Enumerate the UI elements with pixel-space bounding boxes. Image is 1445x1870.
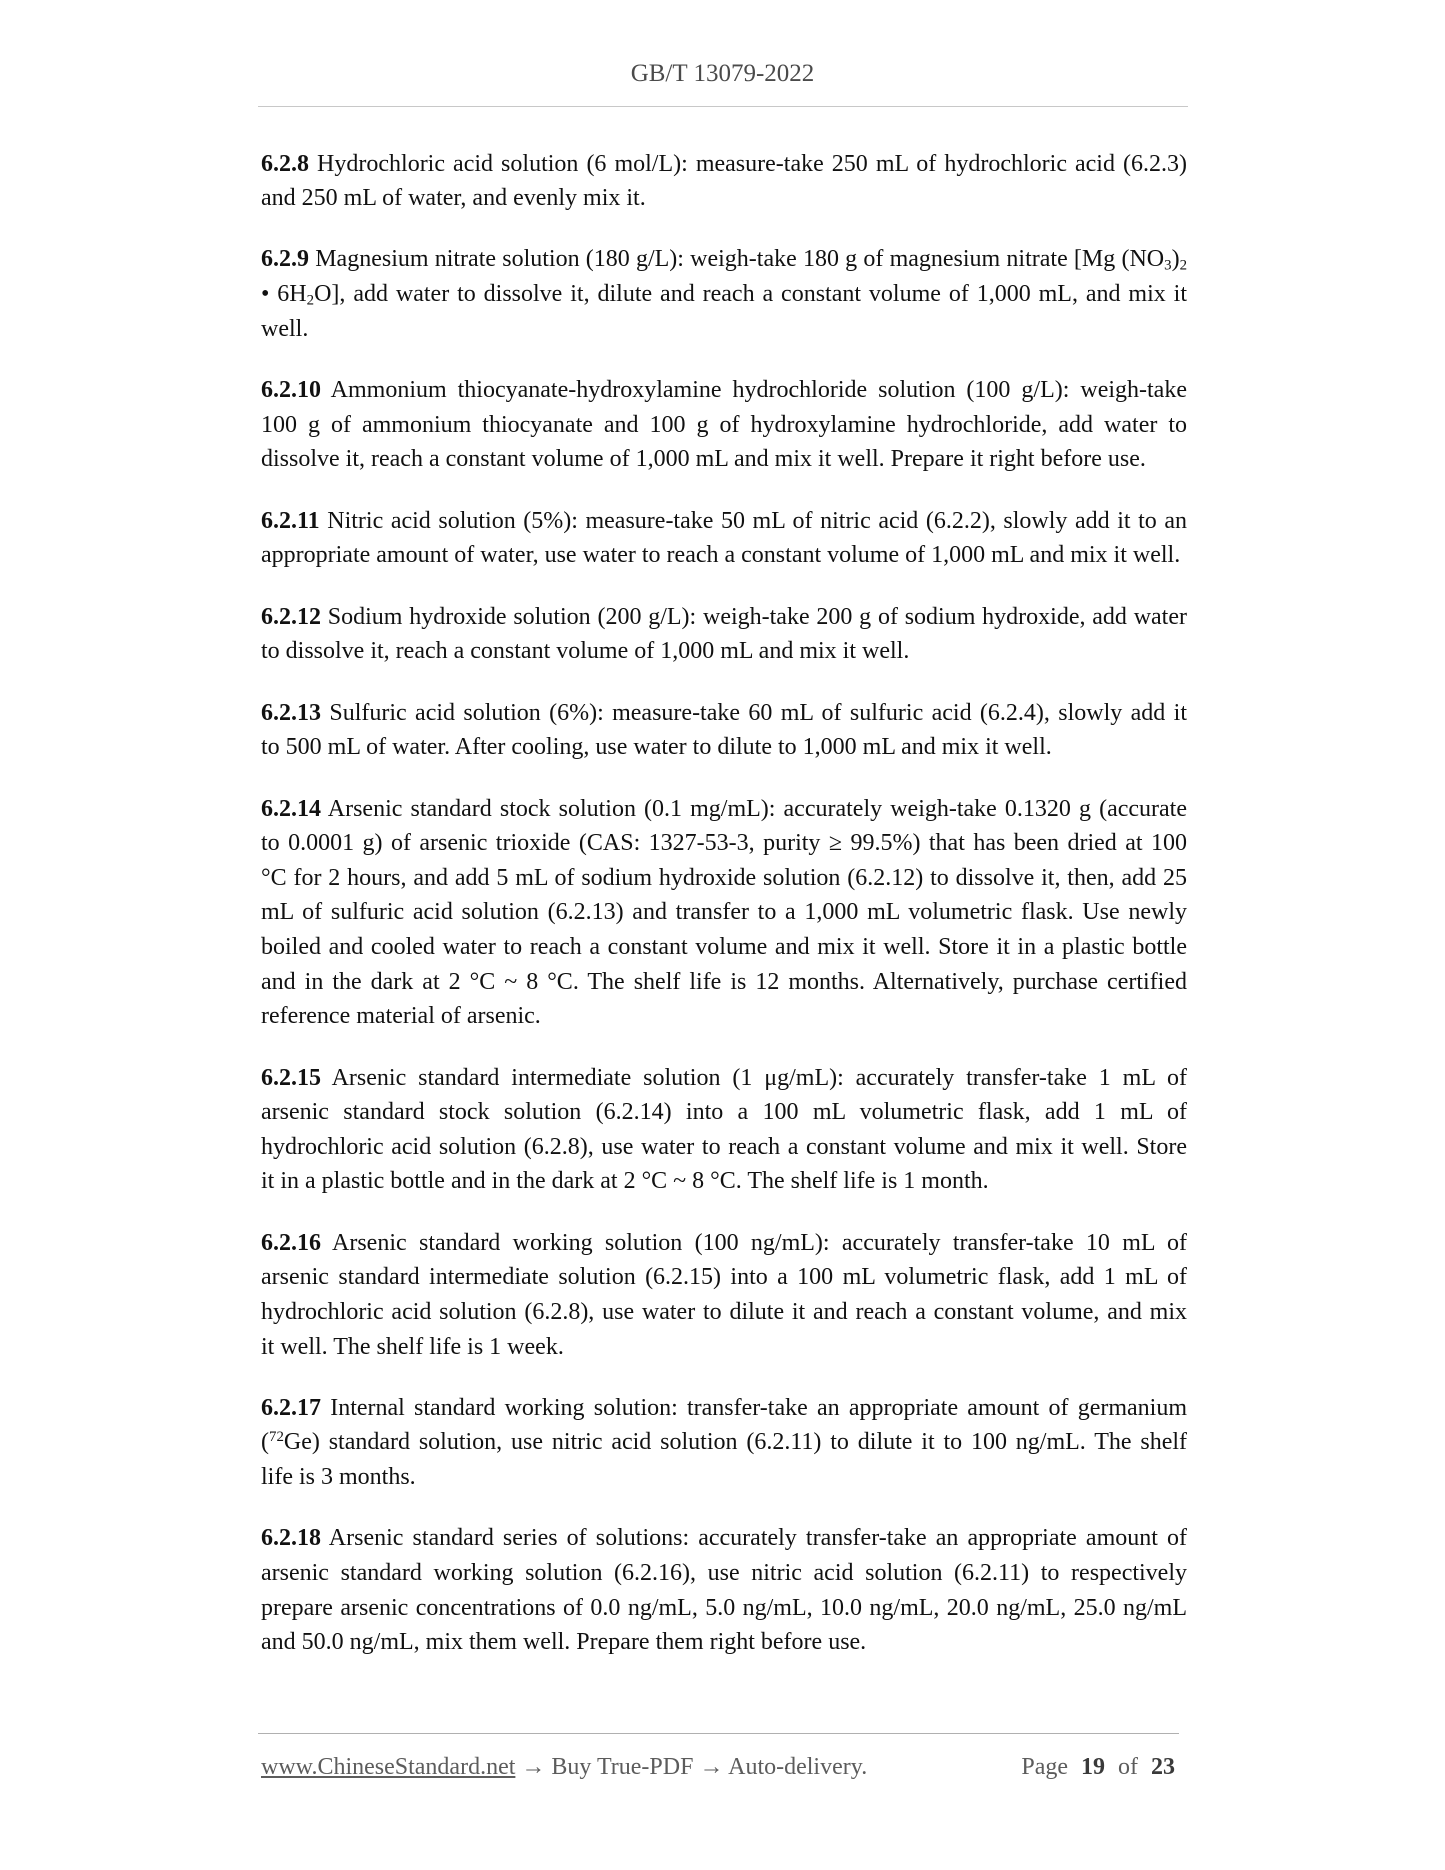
text-line — [261, 1521, 1187, 1556]
footer-promo — [261, 1752, 867, 1782]
text-line: and in the dark at 2 °C ~ 8 °C. The shelf life is 12 months. Alternatively, purchase certified — [261, 968, 1187, 995]
line-text: Ge) standard solution, use nitric acid solution (6.2.11) to dilute it to 100 ng/mL. The shelf — [283, 1429, 1187, 1456]
line-text: ) — [1171, 246, 1180, 273]
chinesestandard-link[interactable]: www.ChineseStandard.net — [261, 1754, 516, 1780]
text-line: mL of sulfuric acid solution (6.2.13) and transfer to a 1,000 mL volumetric flask. Use newly — [261, 899, 1187, 926]
text-line: appropriate amount of water, use water to reach a constant volume of 1,000 mL and mix it well. — [261, 542, 1181, 569]
clause-number: 6.2.13 — [261, 699, 321, 726]
clause-6-2-15 — [261, 1061, 1187, 1199]
line-text: Sodium hydroxide solution (200 g/L): weigh-take 200 g of sodium hydroxide, add water — [327, 603, 1187, 630]
text-line: and 250 mL of water, and evenly mix it. — [261, 185, 646, 212]
clause-number: 6.2.8 — [261, 150, 309, 177]
text-line: and 50.0 ng/mL, mix them well. Prepare them right before use. — [261, 1629, 867, 1656]
clause-6-2-17 — [261, 1391, 1187, 1495]
line-text: ( — [261, 1429, 269, 1456]
line-text: Sulfuric acid solution (6%): measure-take 60 mL of sulfuric acid (6.2.4), slowly add it — [329, 699, 1188, 726]
text-line — [261, 1425, 1187, 1460]
text-line — [261, 696, 1187, 731]
clause-6-2-10 — [261, 373, 1187, 477]
text-line: well. — [261, 315, 309, 342]
text-line: °C for 2 hours, and add 5 mL of sodium hydroxide solution (6.2.12) to dissolve it, then, add 25 — [261, 864, 1187, 891]
text-line: to dissolve it, reach a constant volume of 1,000 mL and mix it well. — [261, 638, 910, 665]
text-line — [261, 1226, 1187, 1261]
line-text: • 6H — [261, 281, 307, 308]
text-line — [261, 147, 1187, 182]
page-label: Page — [1021, 1754, 1068, 1780]
clause-number: 6.2.14 — [261, 795, 321, 822]
line-text: Arsenic standard working solution (100 ng/mL): accurately transfer-take 10 mL of — [332, 1229, 1188, 1256]
superscript: 72 — [269, 1429, 284, 1446]
line-text: Arsenic standard stock solution (0.1 mg/mL): accurately weigh-take 0.1320 g (accurate — [327, 795, 1187, 822]
text-line — [261, 1391, 1187, 1426]
text-line: to 0.0001 g) of arsenic trioxide (CAS: 1327-53-3, purity ≥ 99.5%) that has been dried at 100 — [261, 830, 1187, 857]
text-line: arsenic standard stock solution (6.2.14) into a 100 mL volumetric flask, add 1 mL of — [261, 1099, 1187, 1126]
text-line: arsenic standard intermediate solution (6.2.15) into a 100 mL volumetric flask, add 1 mL of — [261, 1264, 1187, 1291]
text-line — [261, 242, 1187, 277]
line-text: Ammonium thiocyanate-hydroxylamine hydrochloride solution (100 g/L): weigh-take — [330, 377, 1187, 404]
page-body — [261, 147, 1187, 1687]
text-line: life is 3 months. — [261, 1464, 416, 1491]
text-line — [261, 373, 1187, 408]
text-line: hydrochloric acid solution (6.2.8), use water to reach a constant volume and mix it well. Store — [261, 1133, 1187, 1160]
text-line — [261, 1061, 1187, 1096]
line-text: Magnesium nitrate solution (180 g/L): weigh-take 180 g of magnesium nitrate [Mg (NO — [315, 246, 1165, 273]
page-of-label: of — [1118, 1754, 1138, 1780]
subscript: 3 — [1164, 257, 1172, 274]
text-line: reference material of arsenic. — [261, 1003, 541, 1030]
clause-6-2-16 — [261, 1226, 1187, 1364]
line-text: O], add water to dissolve it, dilute and reach a constant volume of 1,000 mL, and mix it — [314, 281, 1188, 308]
total-pages-number: 23 — [1151, 1754, 1175, 1780]
clause-6-2-13 — [261, 696, 1187, 765]
page-indicator — [1021, 1752, 1175, 1782]
promo-text: → Buy True-PDF → Auto-delivery. — [521, 1754, 868, 1780]
text-line: it in a plastic bottle and in the dark at 2 °C ~ 8 °C. The shelf life is 1 month. — [261, 1168, 989, 1195]
text-line — [261, 277, 1187, 312]
clause-6-2-9 — [261, 242, 1187, 346]
clause-6-2-18 — [261, 1521, 1187, 1659]
clause-6-2-11 — [261, 504, 1187, 573]
text-line: to 500 mL of water. After cooling, use water to dilute to 1,000 mL and mix it well. — [261, 734, 1052, 761]
text-line: it well. The shelf life is 1 week. — [261, 1333, 564, 1360]
clause-number: 6.2.10 — [261, 377, 321, 404]
subscript: 2 — [1179, 257, 1187, 274]
text-line: dissolve it, reach a constant volume of 1,000 mL and mix it well. Prepare it right before use. — [261, 446, 1146, 473]
clause-number: 6.2.17 — [261, 1394, 321, 1421]
text-line: arsenic standard working solution (6.2.16), use nitric acid solution (6.2.11) to respectively — [261, 1560, 1187, 1587]
line-text: Arsenic standard intermediate solution (1 μg/mL): accurately transfer-take 1 mL of — [331, 1064, 1187, 1091]
text-line: prepare arsenic concentrations of 0.0 ng/mL, 5.0 ng/mL, 10.0 ng/mL, 20.0 ng/mL, 25.0 ng/mL — [261, 1594, 1187, 1621]
clause-number: 6.2.18 — [261, 1525, 321, 1552]
header-divider — [258, 106, 1188, 107]
line-text: Nitric acid solution (5%): measure-take 50 mL of nitric acid (6.2.2), slowly add it to an — [327, 507, 1188, 534]
clause-6-2-8 — [261, 147, 1187, 216]
clause-6-2-12 — [261, 600, 1187, 669]
line-text: Arsenic standard series of solutions: accurately transfer-take an appropriate amount of — [328, 1525, 1187, 1552]
current-page-number: 19 — [1081, 1754, 1105, 1780]
subscript: 2 — [306, 292, 315, 309]
line-text: Internal standard working solution: transfer-take an appropriate amount of germanium — [330, 1394, 1188, 1421]
text-line: boiled and cooled water to reach a constant volume and mix it well. Store it in a plastic bottle — [261, 933, 1187, 960]
clause-number: 6.2.11 — [261, 507, 320, 534]
clause-number: 6.2.9 — [261, 246, 309, 273]
clause-6-2-14 — [261, 792, 1187, 1034]
clause-number: 6.2.12 — [261, 603, 321, 630]
text-line: 100 g of ammonium thiocyanate and 100 g of hydroxylamine hydrochloride, add water to — [261, 411, 1187, 438]
clause-number: 6.2.16 — [261, 1229, 321, 1256]
document-code-header: GB/T 13079-2022 — [630, 60, 815, 87]
text-line: hydrochloric acid solution (6.2.8), use water to dilute it and reach a constant volume, and mix — [261, 1298, 1187, 1325]
text-line — [261, 504, 1187, 539]
text-line — [261, 600, 1187, 635]
clause-number: 6.2.15 — [261, 1064, 321, 1091]
text-line — [261, 792, 1187, 827]
line-text: Hydrochloric acid solution (6 mol/L): measure-take 250 mL of hydrochloric acid (6.2.3) — [317, 150, 1187, 177]
footer-divider — [258, 1733, 1179, 1734]
